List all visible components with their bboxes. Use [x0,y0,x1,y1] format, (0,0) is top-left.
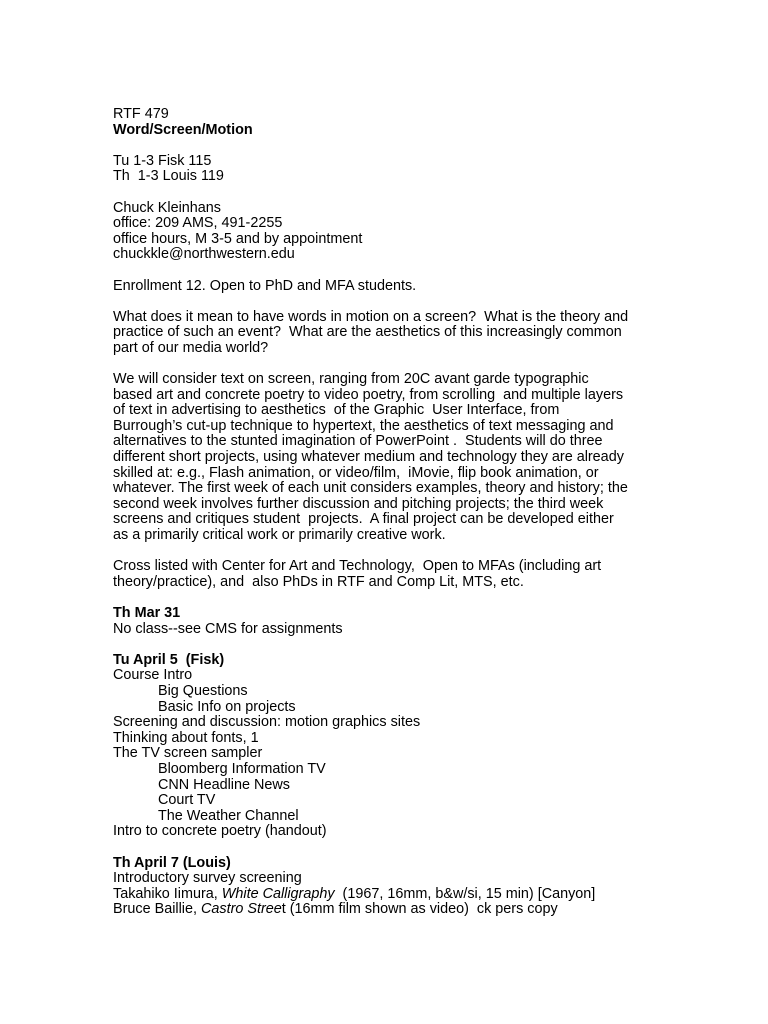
spacer [113,637,673,653]
description-line: based art and concrete poetry to video poetry, from scrolling and multiple layers [113,386,624,403]
spacer [113,185,673,201]
description-line: screens and critiques student projects. A final project can be developed either [113,511,614,528]
description-line: as a primarily critical work or primarily creative work. [113,527,446,544]
film-title: Castro Stree [200,901,282,918]
session-subitem: Big Questions [158,682,248,699]
session-subitem: The Weather Channel [158,807,299,824]
film-details: t (16mm film shown as video) ck pers copy [281,901,558,918]
description-line: We will consider text on screen, ranging from 20C avant garde typographic [113,371,589,388]
description-line: of text in advertising to aesthetics of the Graphic User Interface, from [113,402,560,419]
session-item: Course Intro [113,667,193,684]
session-subitem: Bloomberg Information TV [158,760,326,777]
intro-line: part of our media world? [113,339,269,356]
session-item: Introductory survey screening [113,870,302,887]
crosslist-line: theory/practice), and also PhDs in RTF and Comp Lit, MTS, etc. [113,573,524,590]
session-item: Intro to concrete poetry (handout) [113,823,327,840]
syllabus-page [113,107,673,918]
spacer [113,294,673,310]
session-heading: Th Mar 31 [113,605,181,621]
instructor-hours: office hours, M 3-5 and by appointment [113,230,363,247]
session-heading: Tu April 5 (Fisk) [113,651,225,668]
spacer [113,590,673,606]
session-subitem: Court TV [158,792,216,809]
spacer [113,840,673,856]
film-prefix: Takahiko Iimura, [113,885,222,902]
description-line: Burrough’s cut-up technique to hypertext, the aesthetics of text messaging and [113,417,614,434]
session-item: The TV screen sampler [113,745,263,762]
crosslist-line: Cross listed with Center for Art and Technology, Open to MFAs (including art [113,558,602,575]
film-details: (1967, 16mm, b&w/si, 15 min) [Canyon] [334,885,596,902]
schedule-line: Th 1-3 Louis 119 [113,168,224,185]
session-item: Thinking about fonts, 1 [113,729,259,746]
spacer [113,263,673,279]
spacer [113,357,673,373]
instructor-office: office: 209 AMS, 491-2255 [113,215,283,232]
enrollment-text: Enrollment 12. Open to PhD and MFA students. [113,277,417,294]
description-line: second week involves further discussion and pitching projects; the third week [113,495,604,512]
film-entry [113,902,673,918]
session-subitem: Basic Info on projects [158,698,296,715]
description-line: different short projects, using whatever medium and technology they are already [113,449,624,466]
session-item: No class--see CMS for assignments [113,620,343,637]
film-title: White Calligraphy [221,885,335,902]
instructor-email: chuckkle@northwestern.edu [113,246,295,263]
film-prefix: Bruce Baillie, [113,901,201,918]
description-line: alternatives to the stunted imagination of PowerPoint . Students will do three [113,433,603,450]
instructor-name: Chuck Kleinhans [113,199,221,216]
schedule-line: Tu 1-3 Fisk 115 [113,152,212,169]
intro-line: What does it mean to have words in motion on a screen? What is the theory and [113,308,629,325]
description-line: whatever. The first week of each unit considers examples, theory and history; the [113,480,628,497]
intro-line: practice of such an event? What are the aesthetics of this increasingly common [113,324,622,341]
session-heading: Th April 7 (Louis) [113,854,231,871]
session-subitem: CNN Headline News [158,776,290,793]
spacer [113,138,673,154]
film-entry [113,887,673,903]
spacer [113,544,673,560]
course-title: Word/Screen/Motion [113,121,253,138]
session-item: Screening and discussion: motion graphics sites [113,714,421,731]
description-line: skilled at: e.g., Flash animation, or video/film, iMovie, flip book animation, or [113,464,599,481]
course-number: RTF 479 [113,106,169,122]
